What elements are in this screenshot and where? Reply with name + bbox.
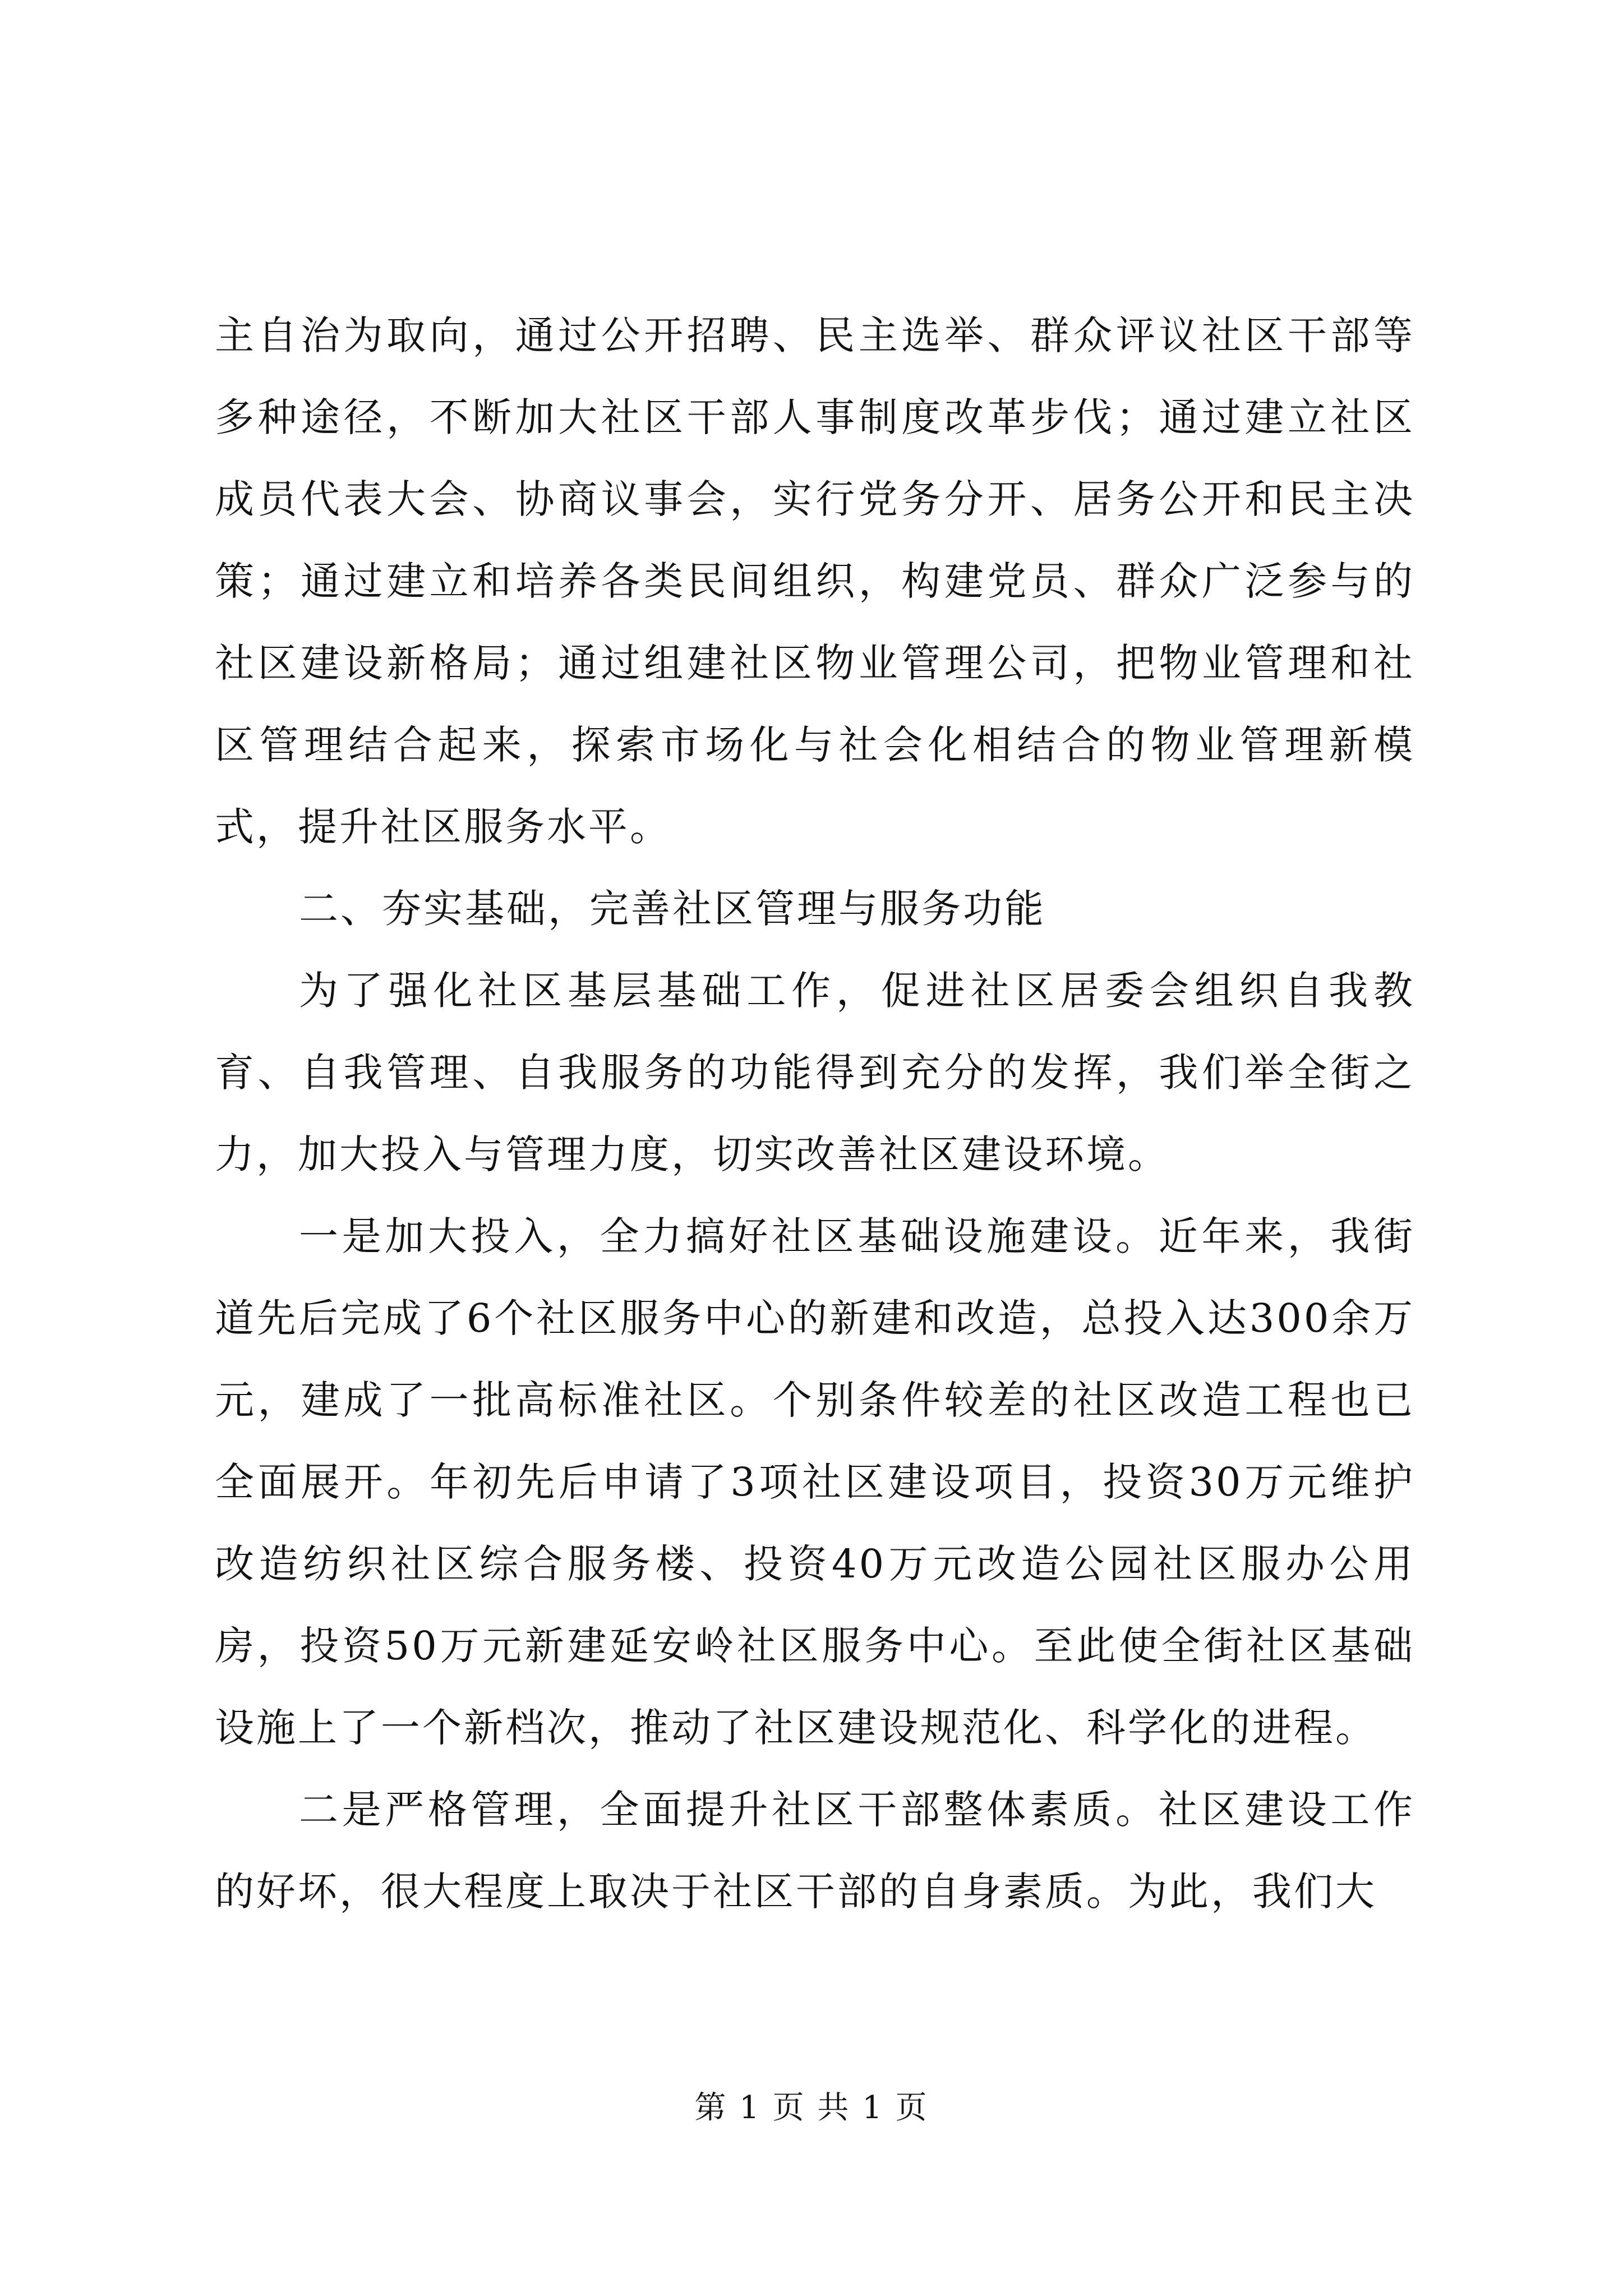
paragraph: 一是加大投入，全力搞好社区基础设施建设。近年来，我街道先后完成了6个社区服务中心的新建和改造，总投入达300余万元，建成了一批高标准社区。个别条件较差的社区改造工程也已全面展开。年初先后申请了3项社区建设项目，投资30万元维护改造纺织社区综合服务楼、投资40万元改造公园社区服办公用房，投资50万元新建延安岭社区服务中心。至此使全街社区基础设施上了一个新档次，推动了社区建设规范化、科学化的进程。	[215, 1213, 1415, 1751]
page-number-label: 第 1 页 共 1 页	[694, 2090, 929, 2126]
paragraph-continued: 主自治为取向，通过公开招聘、民主选举、群众评议社区干部等多种途径，不断加大社区干部人事制度改革步伐；通过建立社区成员代表大会、协商议事会，实行党务分开、居务公开和民主决策；通过建立和培养各类民间组织，构建党员、群众广泛参与的社区建设新格局；通过组建社区物业管理公司，把物业管理和社区管理结合起来，探索市场化与社会化相结合的物业管理新模式，提升社区服务水平。	[215, 312, 1415, 850]
document-body	[215, 295, 1415, 1932]
section-heading: 二、夯实基础，完善社区管理与服务功能	[299, 886, 1046, 932]
page-footer	[0, 2086, 1623, 2131]
paragraph: 为了强化社区基层基础工作，促进社区居委会组织自我教育、自我管理、自我服务的功能得到充分的发挥，我们举全街之力，加大投入与管理力度，切实改善社区建设环境。	[215, 968, 1415, 1177]
paragraph: 二是严格管理，全面提升社区干部整体素质。社区建设工作的好坏，很大程度上取决于社区干部的自身素质。为此，我们大	[215, 1787, 1415, 1915]
